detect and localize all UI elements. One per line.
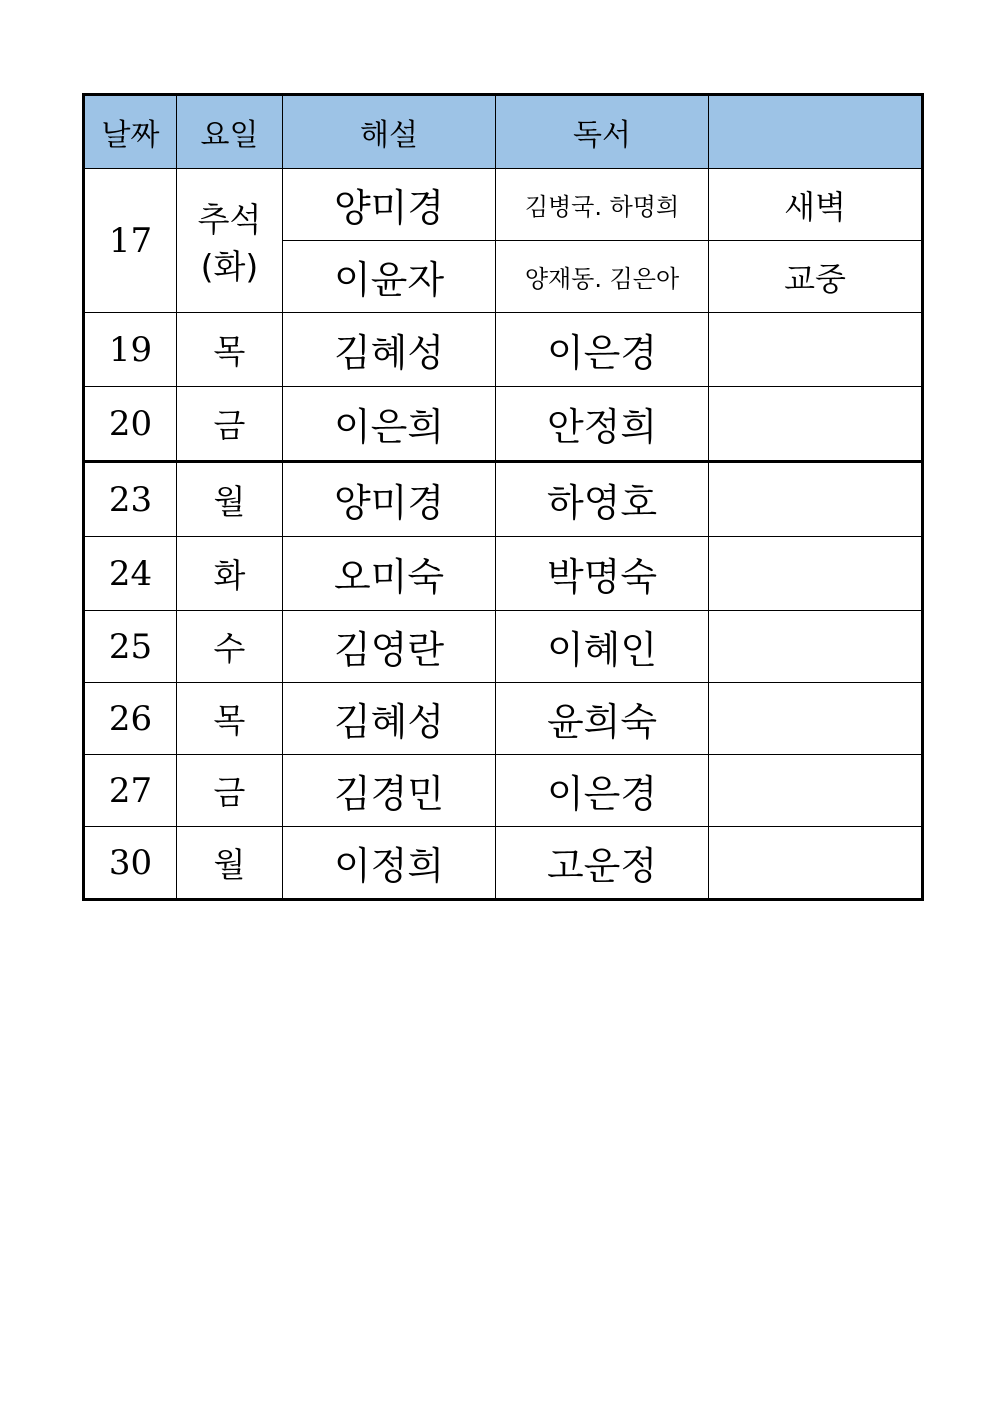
weekday-line-1: 추석 bbox=[197, 199, 262, 239]
commentary-cell: 김혜성 bbox=[283, 313, 496, 387]
note-cell bbox=[709, 462, 923, 537]
header-note bbox=[709, 95, 923, 169]
reading-cell: 이은경 bbox=[496, 313, 709, 387]
reading-cell: 이은경 bbox=[496, 755, 709, 827]
note-cell bbox=[709, 683, 923, 755]
table-row bbox=[84, 537, 923, 611]
table-row bbox=[84, 755, 923, 827]
commentary-cell: 오미숙 bbox=[283, 537, 496, 611]
header-row bbox=[84, 95, 923, 169]
date-cell: 23 bbox=[84, 462, 177, 537]
weekday-line-2: (화) bbox=[200, 246, 259, 286]
date-cell: 26 bbox=[84, 683, 177, 755]
reading-cell: 김병국. 하명희 bbox=[496, 169, 709, 241]
reading-cell: 안정희 bbox=[496, 387, 709, 462]
commentary-cell: 이윤자 bbox=[283, 241, 496, 313]
commentary-cell: 이정희 bbox=[283, 827, 496, 900]
date-cell: 24 bbox=[84, 537, 177, 611]
header-weekday: 요일 bbox=[177, 95, 283, 169]
commentary-cell: 김경민 bbox=[283, 755, 496, 827]
commentary-cell: 양미경 bbox=[283, 169, 496, 241]
table-row bbox=[84, 462, 923, 537]
note-cell bbox=[709, 313, 923, 387]
reading-cell: 양재동. 김은아 bbox=[496, 241, 709, 313]
date-cell: 25 bbox=[84, 611, 177, 683]
note-cell bbox=[709, 387, 923, 462]
weekday-cell: 수 bbox=[177, 611, 283, 683]
weekday-cell: 화 bbox=[177, 537, 283, 611]
note-cell bbox=[709, 537, 923, 611]
reading-cell: 박명숙 bbox=[496, 537, 709, 611]
note-cell: 새벽 bbox=[709, 169, 923, 241]
header-reading: 독서 bbox=[496, 95, 709, 169]
date-cell: 20 bbox=[84, 387, 177, 462]
date-cell: 27 bbox=[84, 755, 177, 827]
reading-cell: 고운정 bbox=[496, 827, 709, 900]
header-date: 날짜 bbox=[84, 95, 177, 169]
note-cell bbox=[709, 755, 923, 827]
weekday-cell: 목 bbox=[177, 683, 283, 755]
note-cell: 교중 bbox=[709, 241, 923, 313]
table-row bbox=[84, 169, 923, 241]
weekday-cell: 금 bbox=[177, 387, 283, 462]
reading-cell: 이혜인 bbox=[496, 611, 709, 683]
weekday-cell: 금 bbox=[177, 755, 283, 827]
table-row bbox=[84, 387, 923, 462]
weekday-cell: 월 bbox=[177, 827, 283, 900]
note-cell bbox=[709, 827, 923, 900]
weekday-cell: 목 bbox=[177, 313, 283, 387]
reading-cell: 윤희숙 bbox=[496, 683, 709, 755]
commentary-cell: 이은희 bbox=[283, 387, 496, 462]
weekday-cell: 월 bbox=[177, 462, 283, 537]
schedule-table bbox=[82, 93, 924, 901]
commentary-cell: 김혜성 bbox=[283, 683, 496, 755]
table-row bbox=[84, 683, 923, 755]
header-commentary: 해설 bbox=[283, 95, 496, 169]
table-row bbox=[84, 313, 923, 387]
commentary-cell: 양미경 bbox=[283, 462, 496, 537]
date-cell: 19 bbox=[84, 313, 177, 387]
commentary-cell: 김영란 bbox=[283, 611, 496, 683]
weekday-cell bbox=[177, 169, 283, 313]
table-row bbox=[84, 827, 923, 900]
table-row bbox=[84, 611, 923, 683]
date-cell: 17 bbox=[84, 169, 177, 313]
date-cell: 30 bbox=[84, 827, 177, 900]
note-cell bbox=[709, 611, 923, 683]
reading-cell: 하영호 bbox=[496, 462, 709, 537]
